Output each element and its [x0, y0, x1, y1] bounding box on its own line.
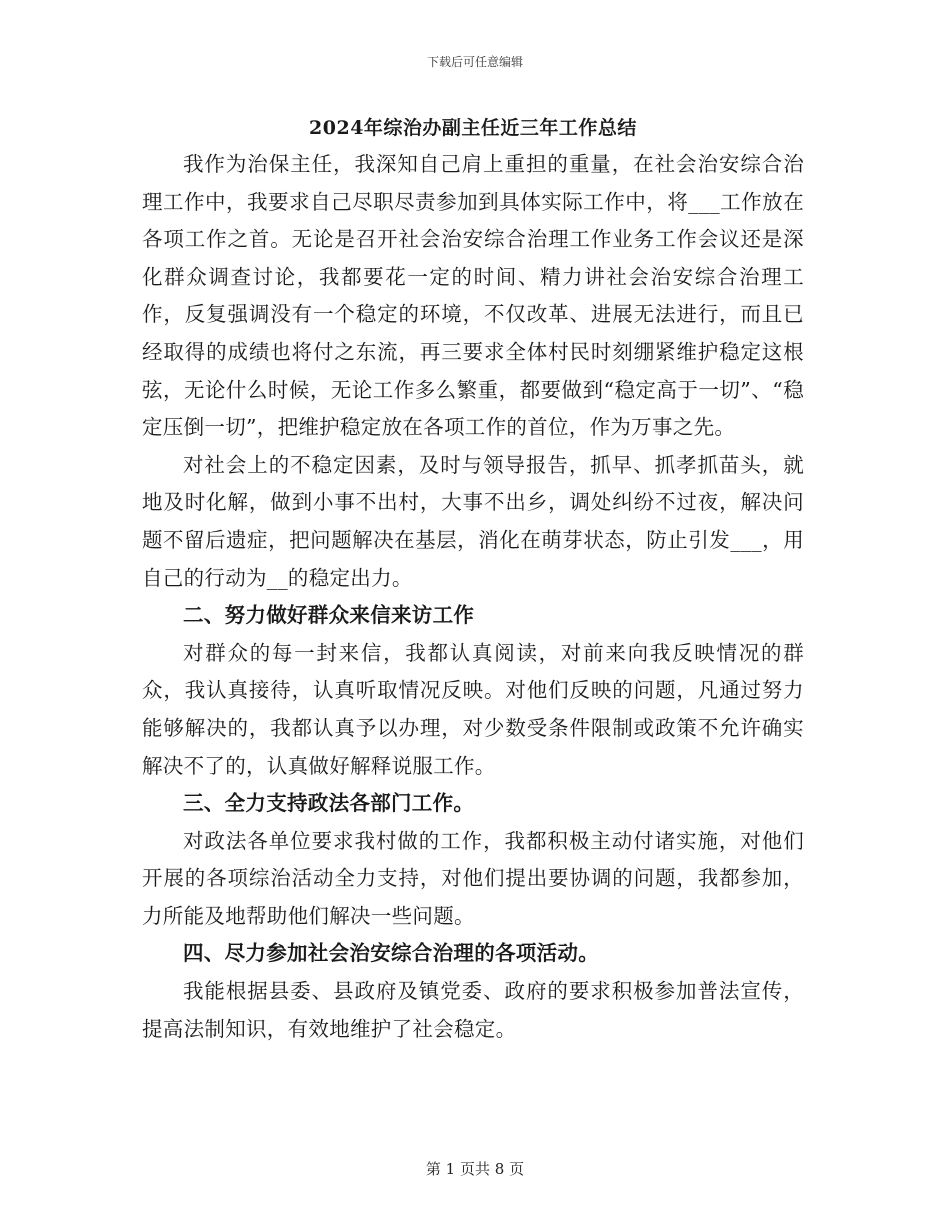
page-number-footer: 第 1 页共 8 页 — [425, 1160, 525, 1178]
document-title: 2024年综治办副主任近三年工作总结 — [309, 117, 637, 139]
section-paragraph-2: 对群众的每一封来信，我都认真阅读，对前来向我反映情况的群众，我认真接待，认真听取情况反映。对他们反映的问题，凡通过努力能够解决的，我都认真予以办理，对少数受条件限制或政策不允许确实解决不了的，认真做好解释说服工作。 — [142, 640, 804, 778]
section-heading-3: 三、全力支持政法各部门工作。 — [183, 791, 475, 816]
document-body — [142, 110, 804, 1048]
intro-paragraph-2: 对社会上的不稳定因素，及时与领导报告，抓早、抓孝抓苗头，就地及时化解，做到小事不出村，大事不出乡，调处纠纷不过夜，解决问题不留后遗症，把问题解决在基层，消化在萌芽状态，防止引发___，用自己的行动为__的稳定出力。 — [142, 452, 804, 590]
intro-paragraph-1: 我作为治保主任，我深知自己肩上重担的重量，在社会治安综合治理工作中，我要求自己尽职尽责参加到具体实际工作中，将___工作放在各项工作之首。无论是召开社会治安综合治理工作业务工作会议还是深化群众调查讨论，我都要花一定的时间、精力讲社会治安综合治理工作，反复强调没有一个稳定的环境，不仅改革、进展无法进行，而且已经取得的成绩也将付之东流，再三要求全体村民时刻绷紧维护稳定这根弦，无论什么时候，无论工作多么繁重，都要做到“稳定高于一切”、“稳定压倒一切”，把维护稳定放在各项工作的首位，作为万事之先。 — [142, 152, 804, 440]
section-paragraph-3: 对政法各单位要求我村做的工作，我都积极主动付诸实施，对他们开展的各项综治活动全力支持，对他们提出要协调的问题，我都参加，力所能及地帮助他们解决一些问题。 — [142, 828, 804, 928]
page-header-note: 下载后可任意编辑 — [426, 55, 523, 69]
section-heading-2: 二、努力做好群众来信来访工作 — [183, 603, 475, 628]
section-paragraph-4: 我能根据县委、县政府及镇党委、政府的要求积极参加普法宣传，提高法制知识，有效地维护了社会稳定。 — [142, 979, 804, 1041]
section-heading-4: 四、尽力参加社会治安综合治理的各项活动。 — [183, 941, 599, 966]
